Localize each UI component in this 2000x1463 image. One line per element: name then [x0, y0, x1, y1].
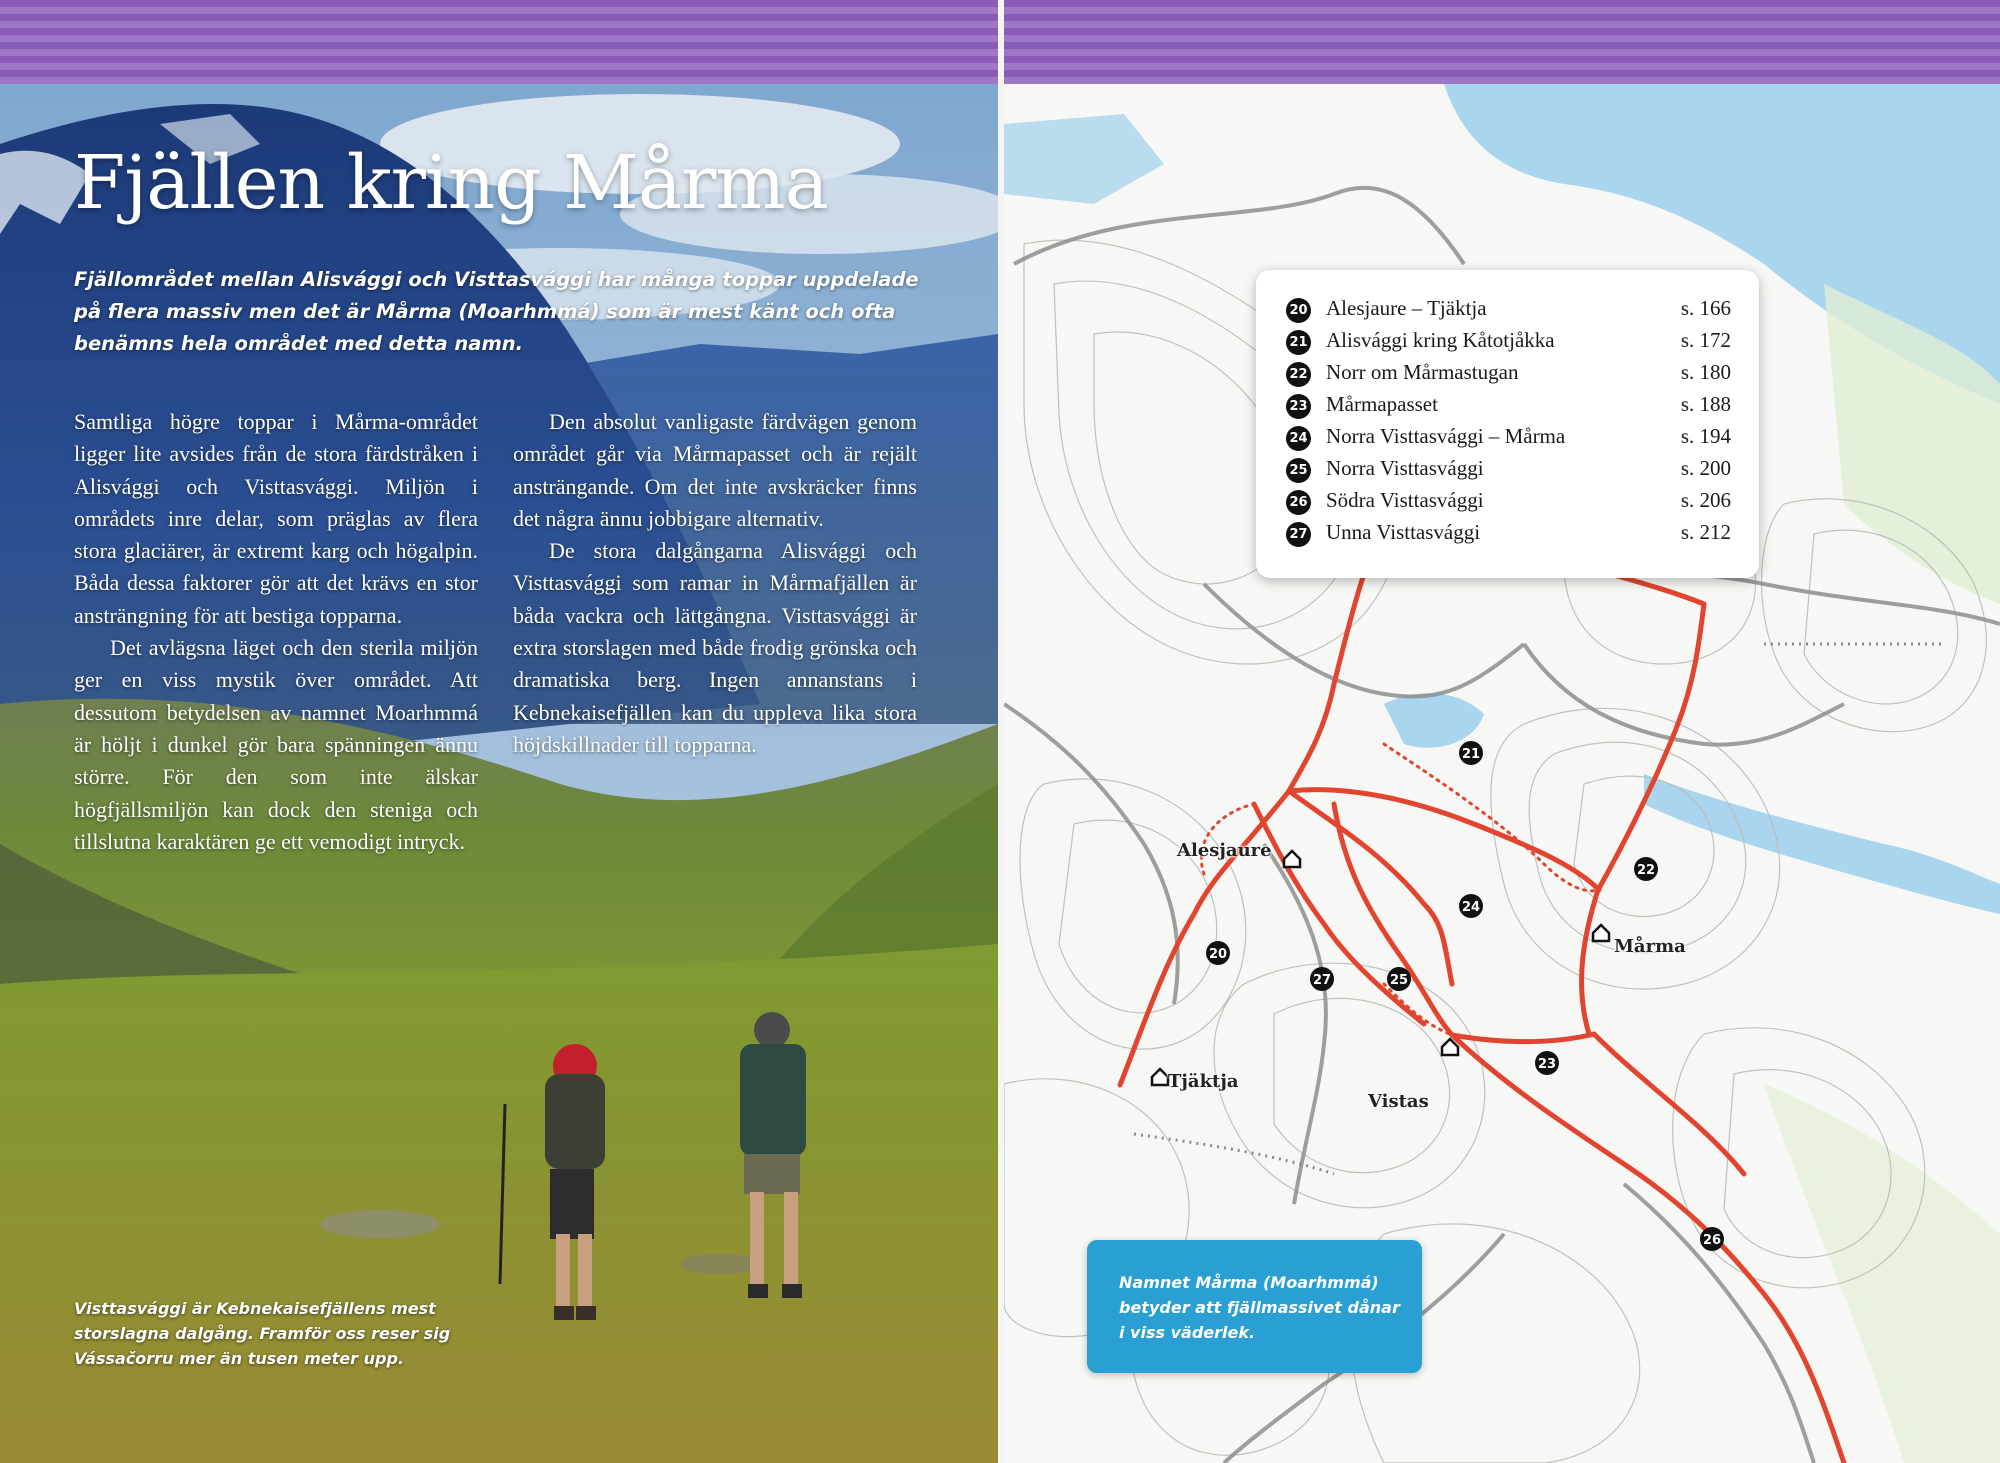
route-index-item[interactable] — [1286, 358, 1731, 390]
route-number-badge: 20 — [1286, 298, 1311, 323]
route-name: Mårmapasset — [1326, 392, 1438, 416]
lake-small — [1004, 114, 1164, 204]
route-number-badge: 24 — [1286, 426, 1311, 451]
place-label-vistas: Vistas — [1368, 1091, 1429, 1112]
route-page-ref: s. 206 — [1680, 488, 1731, 512]
svg-text:26: 26 — [1702, 1233, 1722, 1248]
route-index — [1256, 270, 1759, 578]
route-page-ref: s. 188 — [1680, 392, 1731, 416]
route-page-ref: s. 200 — [1680, 456, 1731, 480]
route-number-badge: 22 — [1286, 362, 1311, 387]
route-number-badge: 27 — [1286, 522, 1311, 547]
route-name: Norra Visttasvággi — [1326, 456, 1484, 480]
route-page-ref: s. 180 — [1680, 360, 1731, 384]
place-label-alesjaure: Alesjaure — [1177, 840, 1272, 861]
svg-text:22: 22 — [1636, 863, 1656, 878]
route-name: Alesjaure – Tjäktja — [1326, 296, 1487, 320]
body-column-2 — [513, 406, 917, 761]
route-index-item[interactable] — [1286, 390, 1731, 422]
info-box-text: Namnet Mårma (Moarhmmá) betyder att fjällmassivet dånar i viss väderlek. — [1119, 1273, 1400, 1342]
body-paragraph: Den absolut vanligaste färdvägen genom området går via Mårmapasset och är rejält ansträngande. Om det inte avskräcker finns det några ännu jobbigare alternativ. — [513, 409, 917, 531]
route-name: Södra Visttasvággi — [1326, 488, 1484, 512]
route-index-item[interactable] — [1286, 422, 1731, 454]
body-column-1 — [74, 406, 478, 858]
lake-small-2 — [1384, 693, 1484, 748]
body-paragraph: De stora dalgångarna Alisvággi och Visttasvággi som ramar in Mårmafjällen är båda vackra och lättgångna. Visttasvággi är extra storslagen med både frodig grönska och dramatiska berg. Ingen annanstans i Kebnekaisefjällen kan du uppleva lika stora höjdskillnader till topparna. — [513, 538, 917, 757]
route-index-item[interactable] — [1286, 326, 1731, 358]
route-index-item[interactable] — [1286, 486, 1731, 518]
header-stripe-right — [1004, 0, 2000, 84]
svg-text:23: 23 — [1537, 1057, 1557, 1072]
route-page-ref: s. 212 — [1680, 520, 1731, 544]
route-index-item[interactable] — [1286, 454, 1731, 486]
route-name: Norra Visttasvággi – Mårma — [1326, 424, 1566, 448]
body-paragraph: Samtliga högre toppar i Mårma-området ligger lite avsides från de stora färdstråken i Alisvággi och Visttasvággi. Miljön i områdets inre delar, som präglas av flera stora glaciärer, är extremt karg och högalpin. Båda dessa faktorer gör att det krävs en stor ansträngning för att bestiga topparna. — [74, 409, 478, 628]
info-box — [1087, 1240, 1422, 1373]
lake-river — [1644, 774, 2000, 914]
svg-text:21: 21 — [1461, 747, 1481, 762]
route-number-badge: 25 — [1286, 458, 1311, 483]
photo-caption: Visttasvággi är Kebnekaisefjällens mest storslagna dalgång. Framför oss reser sig Vássačorru mer än tusen meter upp. — [74, 1299, 451, 1368]
page-title: Fjällen kring Mårma — [74, 140, 828, 226]
svg-text:27: 27 — [1312, 973, 1332, 988]
route-number-badge: 23 — [1286, 394, 1311, 419]
svg-text:20: 20 — [1208, 947, 1228, 962]
route-name: Norr om Mårmastugan — [1326, 360, 1519, 384]
route-index-item[interactable] — [1286, 294, 1731, 326]
route-page-ref: s. 172 — [1680, 328, 1731, 352]
svg-text:25: 25 — [1389, 973, 1409, 988]
place-label-tjaktja: Tjäktja — [1168, 1071, 1239, 1092]
intro-text: Fjällområdet mellan Alisvággi och Visttasvággi har många toppar uppdelade på flera massiv men det är Mårma (Moarhmmá) som är mest känt och ofta benämns hela området med detta namn. — [74, 268, 919, 355]
route-page-ref: s. 194 — [1680, 424, 1731, 448]
route-name: Unna Visttasvággi — [1326, 520, 1481, 544]
svg-text:24: 24 — [1461, 900, 1481, 915]
place-label-marma: Mårma — [1614, 936, 1686, 957]
route-name: Alisvággi kring Kåtotjåkka — [1326, 328, 1555, 352]
route-index-item[interactable] — [1286, 518, 1731, 550]
header-stripe-left — [0, 0, 998, 84]
route-number-badge: 26 — [1286, 490, 1311, 515]
body-paragraph: Det avlägsna läget och den sterila miljön ger en viss mystik över området. Att dessutom betydelsen av namnet Moarhmmá är höljt i dunkel gör bara spänningen ännu större. För den som inte älskar högfjällsmiljön kan dock den steniga och tillslutna karaktären ge ett vemodigt intryck. — [74, 635, 478, 854]
route-number-badge: 21 — [1286, 330, 1311, 355]
route-page-ref: s. 166 — [1680, 296, 1731, 320]
